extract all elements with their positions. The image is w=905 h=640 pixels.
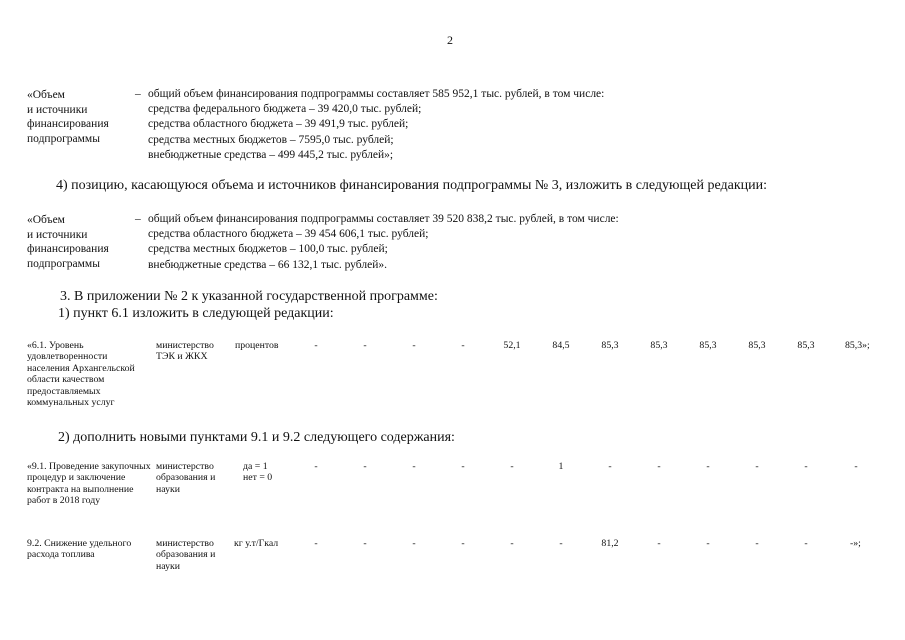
value-cell: - (706, 461, 710, 472)
text-line: средства местных бюджетов – 100,0 тыс. рублей; (148, 243, 388, 256)
block1-dash: – (135, 88, 141, 100)
label-line: финансирования (27, 243, 109, 256)
value-cell: 85,3»; (845, 340, 870, 351)
label-line: и источники (27, 228, 88, 241)
value-cell: 85,3 (797, 340, 815, 351)
value-cell: - (412, 538, 416, 549)
label-line: «Объем (27, 214, 65, 226)
row61-unit: процентов (235, 340, 279, 351)
value-cell: 52,1 (503, 340, 521, 351)
block1-label (27, 88, 109, 146)
value-cell: - (804, 461, 808, 472)
block2-label (27, 213, 109, 271)
block2-dash: – (135, 213, 141, 225)
text-line: средства областного бюджета – 39 491,9 тыс. рублей; (148, 118, 409, 131)
value-cell: - (755, 461, 759, 472)
row92-name: 9.2. Снижение удельного расхода топлива (27, 538, 132, 561)
label-line: подпрограммы (27, 257, 100, 270)
value-cell: - (510, 538, 514, 549)
value-cell: - (461, 461, 465, 472)
value-cell: - (657, 461, 661, 472)
value-cell: 85,3 (601, 340, 619, 351)
value-cell: - (461, 538, 465, 549)
value-cell: - (854, 461, 858, 472)
value-cell: 85,3 (748, 340, 766, 351)
unit-line: да = 1 (243, 461, 268, 472)
paragraph-2: 2) дополнить новыми пунктами 9.1 и 9.2 следующего содержания: (58, 430, 455, 445)
label-line: «Объем (27, 89, 65, 101)
value-cell: - (363, 340, 367, 351)
value-cell: - (412, 340, 416, 351)
row91-unit (243, 461, 272, 484)
value-cell: - (314, 340, 318, 351)
value-cell: -»; (850, 538, 861, 549)
value-cell: - (657, 538, 661, 549)
label-line: финансирования (27, 118, 109, 131)
value-cell: - (412, 461, 416, 472)
text-line: средства областного бюджета – 39 454 606,1 тыс. рублей; (148, 228, 429, 241)
text-line: внебюджетные средства – 499 445,2 тыс. рублей»; (148, 148, 394, 161)
value-cell: 1 (558, 461, 564, 472)
row92-ministry: министерство образования и науки (156, 538, 216, 572)
text-line: средства федерального бюджета – 39 420,0 тыс. рублей; (148, 103, 422, 116)
value-cell: - (314, 461, 318, 472)
value-cell: 81,2 (601, 538, 619, 549)
value-cell: 84,5 (552, 340, 570, 351)
label-line: подпрограммы (27, 132, 100, 145)
paragraph-3: 3. В приложении № 2 к указанной государственной программе: (60, 289, 438, 304)
paragraph-4: 4) позицию, касающуюся объема и источников финансирования подпрограммы № 3, изложить в следующей редакции: (56, 178, 768, 193)
text-line: общий объем финансирования подпрограммы составляет 585 952,1 тыс. рублей, в том числе: (148, 88, 605, 100)
value-cell: - (510, 461, 514, 472)
label-line: и источники (27, 103, 88, 116)
row61-ministry: министерство ТЭК и ЖКХ (156, 340, 214, 363)
block2-text (148, 212, 619, 273)
text-line: внебюджетные средства – 66 132,1 тыс. рублей». (148, 258, 387, 271)
paragraph-1: 1) пункт 6.1 изложить в следующей редакции: (58, 306, 334, 321)
unit-line: нет = 0 (243, 472, 273, 484)
value-cell: - (363, 538, 367, 549)
value-cell: 85,3 (650, 340, 668, 351)
value-cell: - (755, 538, 759, 549)
row91-name: «9.1. Проведение закупочных процедур и заключение контракта на выполнение работ в 2018 году (27, 461, 151, 507)
row61-name: «6.1. Уровень удовлетворенности населения Архангельской области качеством предоставляемых коммунальных услуг (27, 340, 135, 409)
text-line: общий объем финансирования подпрограммы составляет 39 520 838,2 тыс. рублей, в том числе: (148, 213, 619, 225)
row91-ministry: министерство образования и науки (156, 461, 216, 495)
value-cell: - (461, 340, 465, 351)
value-cell: - (804, 538, 808, 549)
value-cell: - (314, 538, 318, 549)
value-cell: - (363, 461, 367, 472)
value-cell: - (608, 461, 612, 472)
text-line: средства местных бюджетов – 7595,0 тыс. рублей; (148, 133, 394, 146)
page-number: 2 (447, 33, 453, 47)
block1-text (148, 87, 604, 163)
value-cell: - (706, 538, 710, 549)
value-cell: 85,3 (699, 340, 717, 351)
row92-unit: кг у.т/Гкал (234, 538, 279, 549)
value-cell: - (559, 538, 563, 549)
